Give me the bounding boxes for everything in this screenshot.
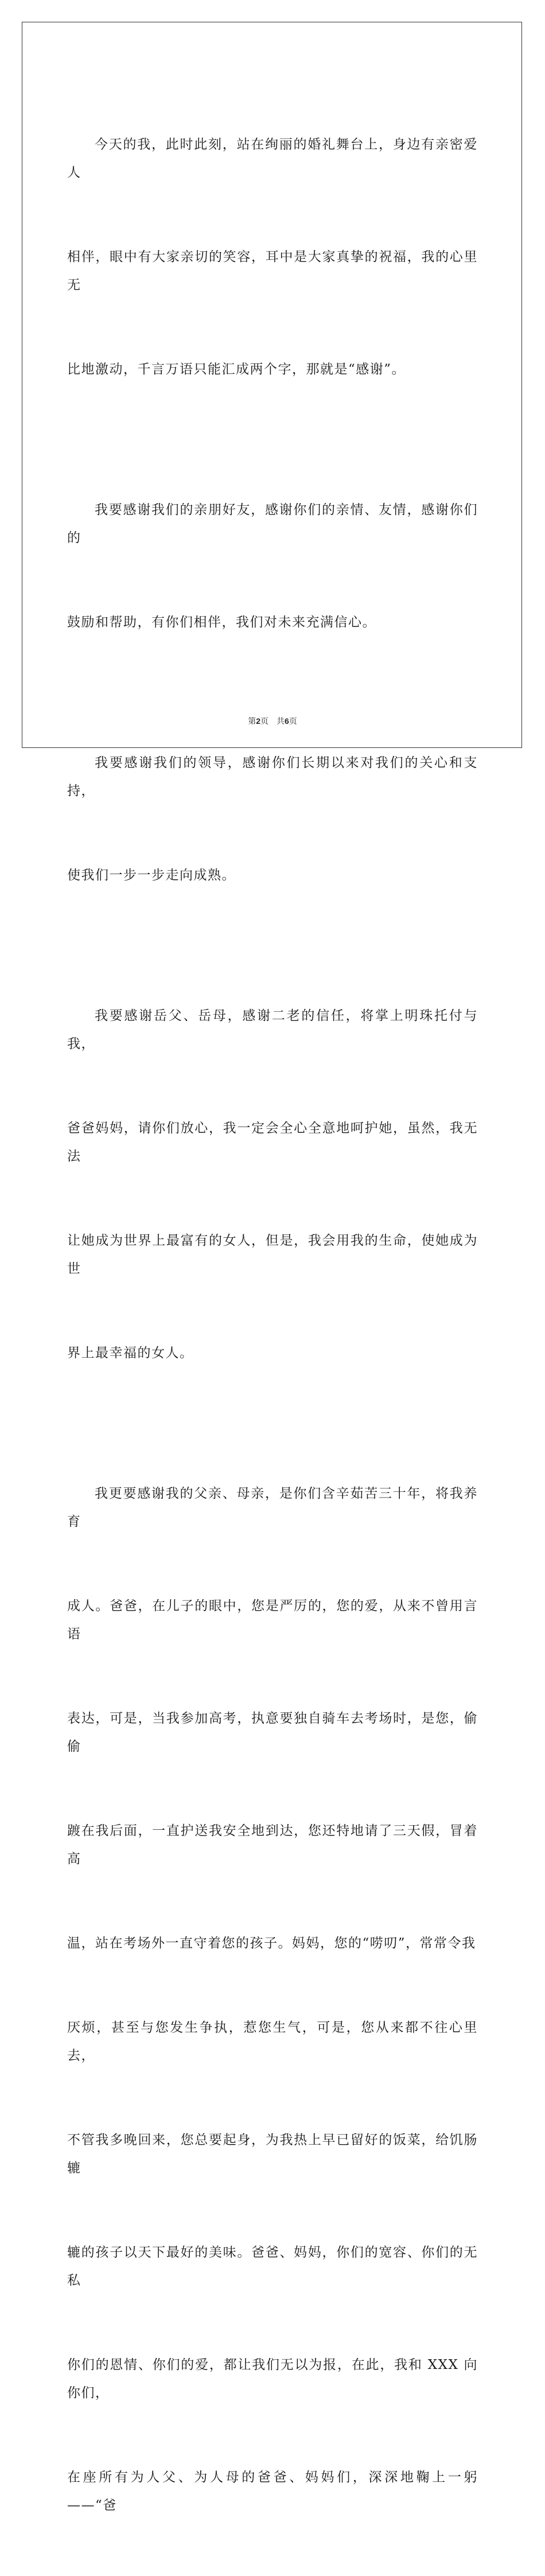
paragraph-3 <box>67 693 478 946</box>
text-line: 爸爸妈妈，请你们放心，我一定会全心全意地呵护她，虽然，我无法 <box>67 1121 478 1164</box>
text-line: 我要感谢我们的亲朋好友，感谢你们的亲情、友情，感谢你们的 <box>67 502 478 545</box>
text-line: 我要感谢岳父、岳母，感谢二老的信任，将掌上明珠托付与我， <box>67 1008 478 1051</box>
text-line: 成人。爸爸，在儿子的眼中，您是严厉的，您的爱，从来不曾用言语 <box>67 1599 478 1642</box>
text-line: 不管我多晚回来，您总要起身，为我热上早已留好的饭菜，给饥肠辘 <box>67 2133 478 2176</box>
document-body <box>67 75 478 2576</box>
text-line: 使我们一步一步走向成熟。 <box>67 868 236 883</box>
total-pages-indicator <box>277 717 297 726</box>
text-line: 踱在我后面，一直护送我安全地到达，您还特地请了三天假，冒着高 <box>67 1823 478 1866</box>
text-line: 鼓励和帮助，有你们相伴，我们对未来充满信心。 <box>67 615 376 630</box>
paragraph-5 <box>67 1424 478 2576</box>
text-line: 我要感谢我们的领导，感谢你们长期以来对我们的关心和支持， <box>67 755 478 798</box>
paragraph-4 <box>67 946 478 1424</box>
page-suffix: 页 <box>260 717 268 726</box>
page-number: 2 <box>256 716 260 726</box>
page-prefix: 第 <box>248 717 256 726</box>
text-line: 厌烦，甚至与您发生争执，惹您生气，可是，您从来都不往心里去， <box>67 2020 478 2063</box>
paragraph-2 <box>67 440 478 693</box>
text-line: 界上最幸福的女人。 <box>67 1346 194 1361</box>
text-line: 表达，可是，当我参加高考，执意要独自骑车去考场时，是您，偷偷 <box>67 1711 478 1754</box>
text-line: 温，站在考场外一直守着您的孩子。妈妈，您的“唠叨”，常常令我 <box>67 1936 476 1951</box>
total-prefix: 共 <box>277 717 285 726</box>
page-footer <box>0 715 545 727</box>
total-number: 6 <box>285 716 289 726</box>
text-line: 辘的孩子以天下最好的美味。爸爸、妈妈，你们的宽容、你们的无私 <box>67 2245 478 2288</box>
text-line: 我更要感谢我的父亲、母亲，是你们含辛茹苦三十年，将我养育 <box>67 1486 478 1529</box>
page-indicator <box>248 717 268 726</box>
paragraph-1 <box>67 75 478 440</box>
text-line: 在座所有为人父、为人母的爸爸、妈妈们，深深地鞠上一躬——“爸 <box>67 2470 478 2513</box>
text-line: 今天的我，此时此刻，站在绚丽的婚礼舞台上，身边有亲密爱人 <box>67 137 478 180</box>
text-line: 相伴，眼中有大家亲切的笑容，耳中是大家真挚的祝福，我的心里无 <box>67 250 478 293</box>
total-suffix: 页 <box>289 717 297 726</box>
text-line: 比地激动，千言万语只能汇成两个字，那就是“感谢”。 <box>67 362 406 377</box>
text-line: 你们的恩情、你们的爱，都让我们无以为报，在此，我和 XXX 向你们， <box>67 2357 478 2400</box>
text-line: 让她成为世界上最富有的女人，但是，我会用我的生命，使她成为世 <box>67 1233 478 1276</box>
